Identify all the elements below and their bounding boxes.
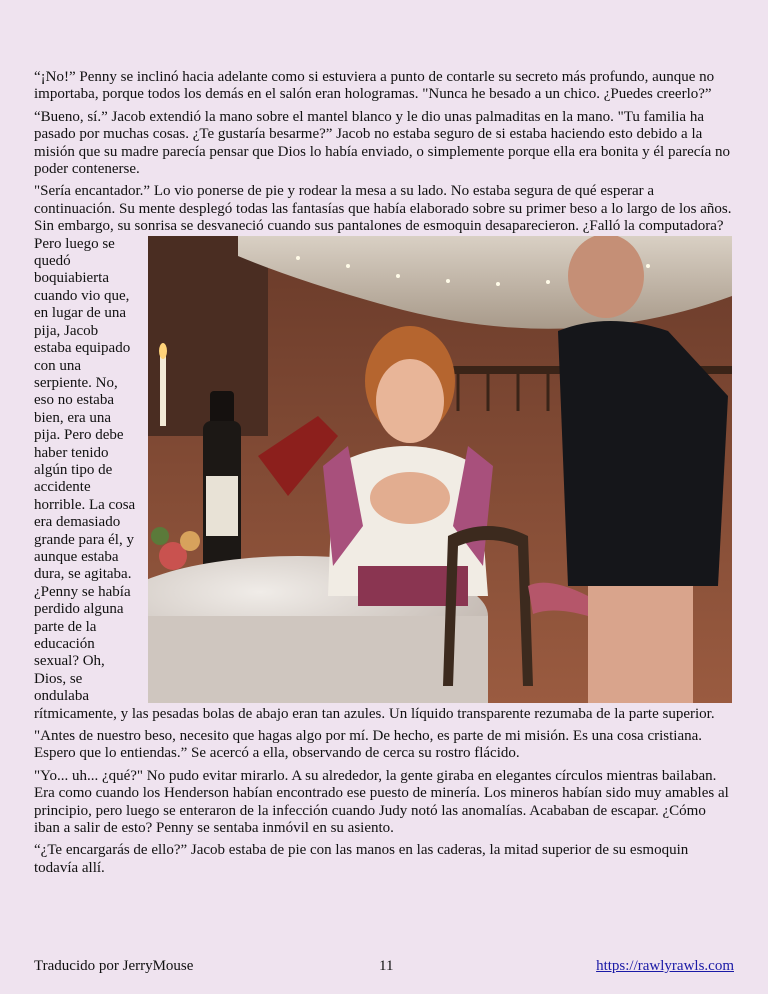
page-footer — [34, 958, 734, 978]
translator-credit: Traducido por JerryMouse — [34, 958, 194, 974]
paragraph-6: "Yo... uh... ¿qué?" No pudo evitar mirarlo. A su alrededor, la gente giraba en elegantes círculos mientras bailaban. Era como cuando los Henderson habían encontrado ese puesto de minería. Los mineros habían sido muy amables al principio, pero luego se enteraron de la infección cuando Judy notó las anomalías. Acababan de escapar. ¿Cómo iban a salir de esto? Penny se sentaba inmóvil en su asiento. — [34, 767, 729, 837]
paragraph-3: "Sería encantador.” Lo vio ponerse de pie y rodear la mesa a su lado. No estaba segura de qué esperar a continuación. Su mente desplegó todas las fantasías que había elaborado sobre su primer beso a lo largo de los años. Sin embargo, su sonrisa se desvaneció cuando sus pantalones de esmoquin desaparecieron. ¿Falló la computadora? — [34, 183, 732, 235]
paragraph-2: “Bueno, sí.” Jacob extendió la mano sobre el mantel blanco y le dio unas palmaditas en la mano. "Tu familia ha pasado por muchas cosas. ¿Te gustaría besarme?” Jacob no estaba seguro de si estaba haciendo esto debido a la misión que su madre parecía pensar que Dios lo había enviado, o simplemente porque ella era bonita y él parecía no poder contenerse. — [34, 108, 731, 178]
image-wrap-block — [34, 236, 734, 723]
illustration-image — [148, 236, 732, 703]
illustration-drawing — [148, 236, 732, 703]
website-link[interactable]: https://rawlyrawls.com — [596, 958, 734, 974]
story-text — [34, 69, 734, 882]
paragraph-7: “¿Te encargarás de ello?” Jacob estaba de pie con las manos en las caderas, la mitad superior de su esmoquin todavía allí. — [34, 842, 689, 876]
paragraph-5: "Antes de nuestro beso, necesito que hagas algo por mí. De hecho, es parte de mi misión. Es una cosa cristiana. Espero que lo entiendas.” Se acercó a ella, observando de cerca su rostro flácido. — [34, 728, 703, 762]
paragraph-4: Pero luego se quedó boquiabierta cuando vio que, en lugar de una pija, Jacob estaba equipado con una serpiente. No, eso no estaba bien, era una pija. Pero debe haber tenido algún tipo de accidente horrible. La cosa era demasiado grande para él, y aunque estaba dura, se agitaba. ¿Penny se había perdido alguna parte de la educación sexual? Oh, Dios, se ondulaba rítmicamente, y las pesadas bolas de abajo eran tan azules. Un líquido transparente rezumaba de la parte superior. — [34, 235, 715, 722]
page-number: 11 — [379, 958, 394, 974]
paragraph-1: “¡No!” Penny se inclinó hacia adelante como si estuviera a punto de contarle su secreto más profundo, aunque no importaba, porque todos los demás en el salón eran hologramas. "Nunca he besado a un chico. ¿Puedes creerlo?” — [34, 69, 715, 103]
